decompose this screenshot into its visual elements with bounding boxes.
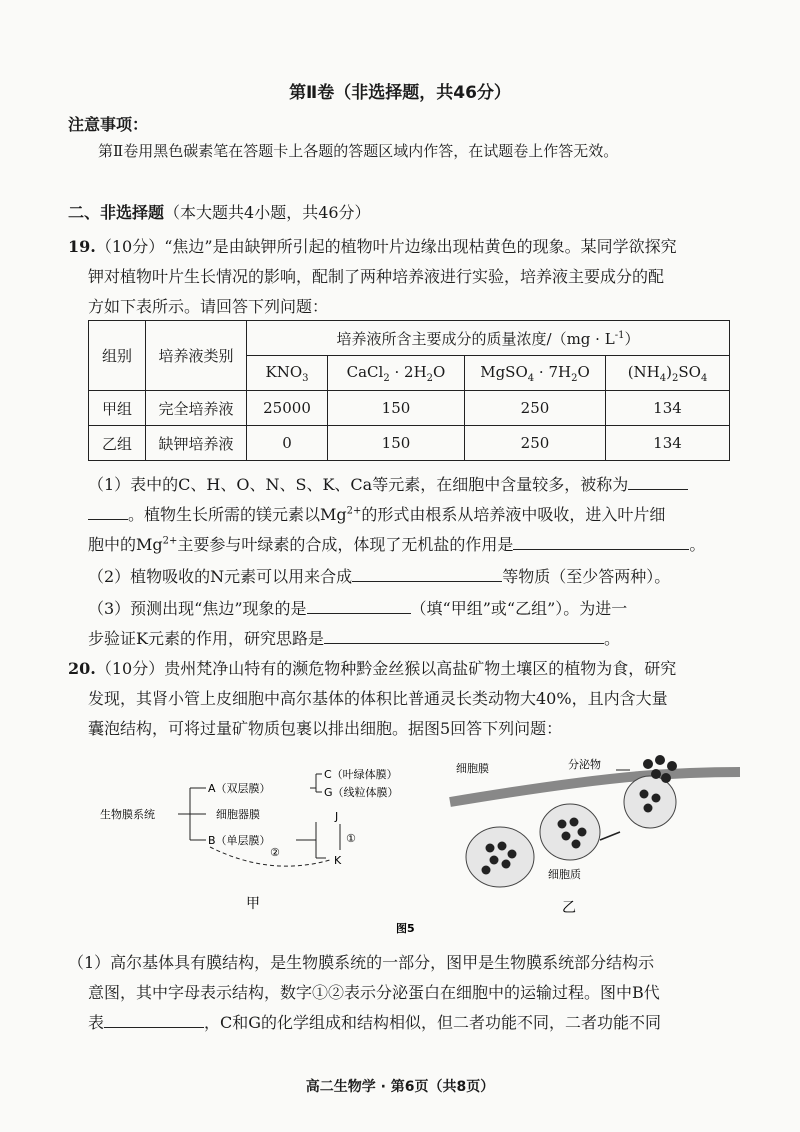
page-footer: 高二生物学 · 第6页（共8页） [305, 1079, 495, 1095]
answer-blank[interactable] [104, 1011, 204, 1028]
cell-mgso4: 250 [465, 426, 606, 461]
cell-type: 完全培养液 [146, 391, 247, 426]
q20-score: （10分） [95, 659, 165, 678]
cell-nh4so4: 134 [606, 426, 730, 461]
th-cacl2: CaCl$_2$ · $2H_2O$ [328, 356, 465, 391]
q20-stem-line3: 囊泡结构，可将过量矿物质包裹以排出细胞。据图5回答下列问题： [88, 719, 563, 738]
answer-blank[interactable] [324, 627, 604, 644]
cell-kno3: 0 [247, 426, 328, 461]
answer-blank[interactable] [513, 533, 689, 550]
q19-part1-line1: （1）表中的C、H、O、N、S、K、Ca等元素，在细胞中含量较多，被称为 [88, 472, 688, 495]
fig-num-2: ② [270, 846, 280, 859]
th-mgso4: MgSO$_4$ · $7H_2O$ [465, 356, 606, 391]
cell-type: 缺钾培养液 [146, 426, 247, 461]
q20-part1-line2: 意图，其中字母表示结构，数字①②表示分泌蛋白在细胞中的运输过程。图中B代 [88, 983, 660, 1002]
notice-text: 第Ⅱ卷用黑色碳素笔在答题卡上各题的答题区域内作答，在试题卷上作答无效。 [98, 142, 619, 160]
answer-blank[interactable] [88, 503, 128, 520]
fig-label-organelle: 细胞器膜 [216, 808, 260, 821]
q19-part3-line1: （3）预测出现“焦边”现象的是 （填“甲组”或“乙组”）。为进一 [88, 599, 628, 618]
cell-group: 乙组 [89, 426, 146, 461]
table-row [89, 391, 730, 426]
nutrient-table [88, 320, 730, 461]
answer-blank[interactable] [307, 597, 411, 614]
th-concentration: 培养液所含主要成分的质量浓度$/(mg \cdot L^{-1})$ [247, 321, 730, 356]
fig-label-j: J [335, 810, 339, 823]
q19-stem-line2: 钾对植物叶片生长情况的影响，配制了两种培养液进行实验，培养液主要成分的配 [88, 267, 665, 286]
fig-label-c: C（叶绿体膜） [324, 768, 398, 781]
q19-part2: （2）植物吸收的N元素可以用来合成 等物质（至少答两种）。 [88, 567, 671, 586]
section-desc: （本大题共4小题，共46分） [164, 203, 371, 222]
answer-blank[interactable] [628, 473, 688, 490]
q19-part1-line3: 胞中的$Mg^{2+}$主要参与叶绿素的合成，体现了无机盐的作用是 。 [88, 535, 706, 554]
fig-label-cytoplasm: 细胞质 [548, 868, 581, 881]
fig-label-g: G（线粒体膜） [324, 786, 399, 799]
fig-label-a: A（双层膜） [208, 782, 271, 795]
fig-label-yi: 乙 [562, 900, 576, 916]
figure-caption: 图5 [396, 922, 415, 935]
cell-kno3: 25000 [247, 391, 328, 426]
section-heading [68, 200, 371, 223]
q19-stem-line3: 方如下表所示。请回答下列问题： [88, 297, 329, 316]
q20-part1-line1: （1）高尔基体具有膜结构，是生物膜系统的一部分，图甲是生物膜系统部分结构示 [68, 953, 655, 972]
figure-5 [100, 752, 740, 942]
section-label: 二、非选择题 [68, 203, 165, 222]
q20-stem-text1: 贵州梵净山特有的濒危物种黔金丝猴以高盐矿物土壤区的植物为食，研究 [164, 659, 677, 678]
q20-number: 20. [68, 659, 96, 678]
fig-root-label: 生物膜系统 [100, 808, 155, 821]
fig-label-b: B（单层膜） [208, 834, 271, 847]
q20-stem-line1 [68, 656, 676, 679]
th-kno3: $KNO_3$ [247, 356, 328, 391]
th-nh4so4: $(NH_4)_2SO_4$ [606, 356, 730, 391]
th-type: 培养液类别 [146, 321, 247, 391]
q20-part1-line3: 表 ，C和G的化学组成和结构相似，但二者功能不同，二者功能不同 [88, 1013, 662, 1032]
cell-group: 甲组 [89, 391, 146, 426]
q19-stem-text1: “焦边”是由缺钾所引起的植物叶片边缘出现枯黄色的现象。某同学欲探究 [164, 237, 677, 256]
q19-part3-line2: 步验证K元素的作用，研究思路是 。 [88, 629, 620, 648]
cell-nh4so4: 134 [606, 391, 730, 426]
cell-mgso4: 250 [465, 391, 606, 426]
cell-cacl2: 150 [328, 391, 465, 426]
part-title: 第Ⅱ卷（非选择题，共46分） [289, 83, 511, 103]
fig-label-k: K [334, 854, 342, 867]
q20-stem-line2: 发现，其肾小管上皮细胞中高尔基体的体积比普通灵长类动物大40%，且内含大量 [88, 689, 668, 708]
q19-stem-line1 [68, 234, 677, 257]
fig-label-jia: 甲 [246, 896, 260, 912]
fig-label-cell-membrane: 细胞膜 [456, 762, 489, 775]
fig-num-1: ① [346, 832, 356, 845]
answer-blank[interactable] [352, 565, 502, 582]
th-group: 组别 [89, 321, 146, 391]
q19-part1-line2: 。植物生长所需的镁元素以$Mg^{2+}$的形式由根系从培养液中吸收，进入叶片细 [88, 502, 665, 525]
table-row [89, 426, 730, 461]
q19-score: （10分） [95, 237, 165, 256]
fig-label-secretion: 分泌物 [568, 758, 601, 771]
q19-number: 19. [68, 237, 96, 256]
cell-cacl2: 150 [328, 426, 465, 461]
vesicle-secretion-diagram [450, 755, 740, 887]
notice-heading: 注意事项： [68, 115, 149, 134]
